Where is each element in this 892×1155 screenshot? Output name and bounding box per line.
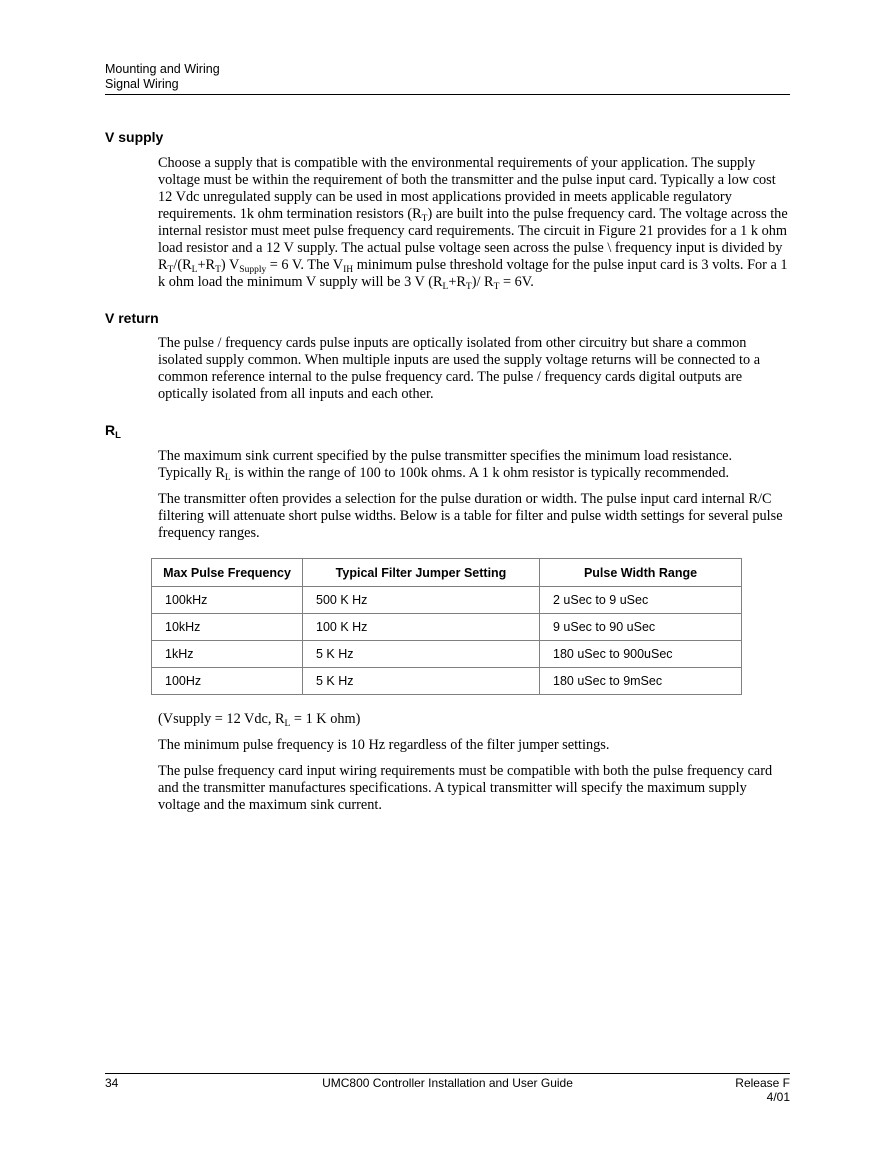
table-cell: 1kHz [152,641,303,668]
table-cell: 100 K Hz [303,614,540,641]
min-frequency-paragraph: The minimum pulse frequency is 10 Hz regardless of the filter jumper settings. [158,737,610,753]
pulse-settings-table [151,558,742,695]
table-cell: 100Hz [152,668,303,695]
vsupply-text-j: = 6V. [499,274,534,290]
subscript-t: T [167,265,174,275]
table-cell: 180 uSec to 9mSec [540,668,742,695]
page-header [105,62,790,92]
after-table-body [158,711,788,823]
subscript-supply: Supply [239,265,267,275]
vreturn-body [158,335,788,412]
vsupply-text-a: Choose a supply that is compatible with the environmental requirements of your application. The supply voltage must be within the requirement of both the transmitter and the pulse input card. Typically a low cost 12 Vdc unregulated supply can be used in most applications provided in meets applicable regulatory requirements. 1k ohm termination resistors (R [158,155,776,222]
vsupply-text-i: )/ R [471,274,494,290]
table-cell: 2 uSec to 9 uSec [540,587,742,614]
column-header: Pulse Width Range [540,559,742,587]
conditions-note [158,711,788,728]
subscript-t: T [493,282,500,292]
subscript-ih: IH [343,265,354,275]
vsupply-text-g: minimum pulse threshold voltage for the pulse input card is 3 volts. For a 1 k ohm load the minimum V supply will be 3 V (R [158,257,788,290]
vsupply-text-h: +R [448,274,466,290]
release-date: 4/01 [766,1090,790,1104]
vsupply-text-e: ) V [220,257,240,273]
rl-body [158,448,788,551]
vsupply-text-c: /(R [173,257,192,273]
subscript-l: L [284,719,291,729]
rl-paragraph-1 [158,448,788,482]
heading-vsupply: V supply [105,129,164,145]
rl-text-2b: is within the range of 100 to 100k ohms. A 1 k ohm resistor is typically recommended. [230,465,730,481]
table-cell: 5 K Hz [303,668,540,695]
rl-text-1: The maximum sink current specified by the pulse transmitter specifies the minimum load resistance. [158,448,733,464]
table-cell: 100kHz [152,587,303,614]
rl-text-2a: Typically R [158,465,225,481]
subscript-t: T [465,282,472,292]
vsupply-text-f: = 6 V. The V [266,257,344,273]
wiring-requirements-paragraph: The pulse frequency card input wiring requirements must be compatible with both the pulse frequency card and the transmitter manufactures specifications. A typical transmitter will specify the maximum supply voltage and the maximum sink current. [158,763,773,813]
subscript-l: L [442,282,449,292]
subscript-l: L [191,265,198,275]
table-cell: 9 uSec to 90 uSec [540,614,742,641]
heading-vreturn: V return [105,310,159,326]
note-text-b: = 1 K ohm) [290,711,361,727]
subscript-t: T [421,214,428,224]
vsupply-body [158,155,788,300]
header-chapter: Mounting and Wiring [105,62,220,76]
table-row [152,614,742,641]
document-title: UMC800 Controller Installation and User Guide [322,1076,573,1090]
vsupply-text-b: ) are built into the pulse frequency card. The voltage across the internal resistor must meet pulse frequency card requirements. The circuit in Figure 21 provides for a 1 k ohm load resistor and a 12 V supply. The actual pulse voltage seen across the pulse \ frequency input is divided by R [158,206,788,273]
heading-rl [105,422,121,441]
vsupply-paragraph [158,155,788,291]
heading-rl-main: R [105,422,116,438]
page-number: 34 [105,1076,119,1090]
subscript-t: T [215,265,221,275]
release-info [735,1076,790,1104]
release-label: Release F [735,1076,790,1090]
footer-divider [105,1073,790,1074]
table-row [152,641,742,668]
header-section: Signal Wiring [105,77,179,91]
vreturn-paragraph: The pulse / frequency cards pulse inputs are optically isolated from other circuitry but share a common isolated supply common. When multiple inputs are used the supply voltage returns will be connected to a common reference internal to the pulse frequency card. The pulse / frequency cards digital outputs are optically isolated from all inputs and each other. [158,335,761,402]
table-cell: 10kHz [152,614,303,641]
note-text-a: (Vsupply = 12 Vdc, R [158,711,285,727]
subscript-l: L [224,473,231,483]
header-divider [105,94,790,95]
table-cell: 5 K Hz [303,641,540,668]
table-cell: 180 uSec to 900uSec [540,641,742,668]
heading-rl-sub: L [115,430,121,441]
table-row [152,587,742,614]
table-header-row [152,559,742,587]
rl-paragraph-2: The transmitter often provides a selection for the pulse duration or width. The pulse input card internal R/C filtering will attenuate short pulse widths. Below is a table for filter and pulse width settings for several pulse frequency ranges. [158,491,783,541]
table-row [152,668,742,695]
column-header: Max Pulse Frequency [152,559,303,587]
table-cell: 500 K Hz [303,587,540,614]
column-header: Typical Filter Jumper Setting [303,559,540,587]
vsupply-text-d: +R [197,257,216,273]
